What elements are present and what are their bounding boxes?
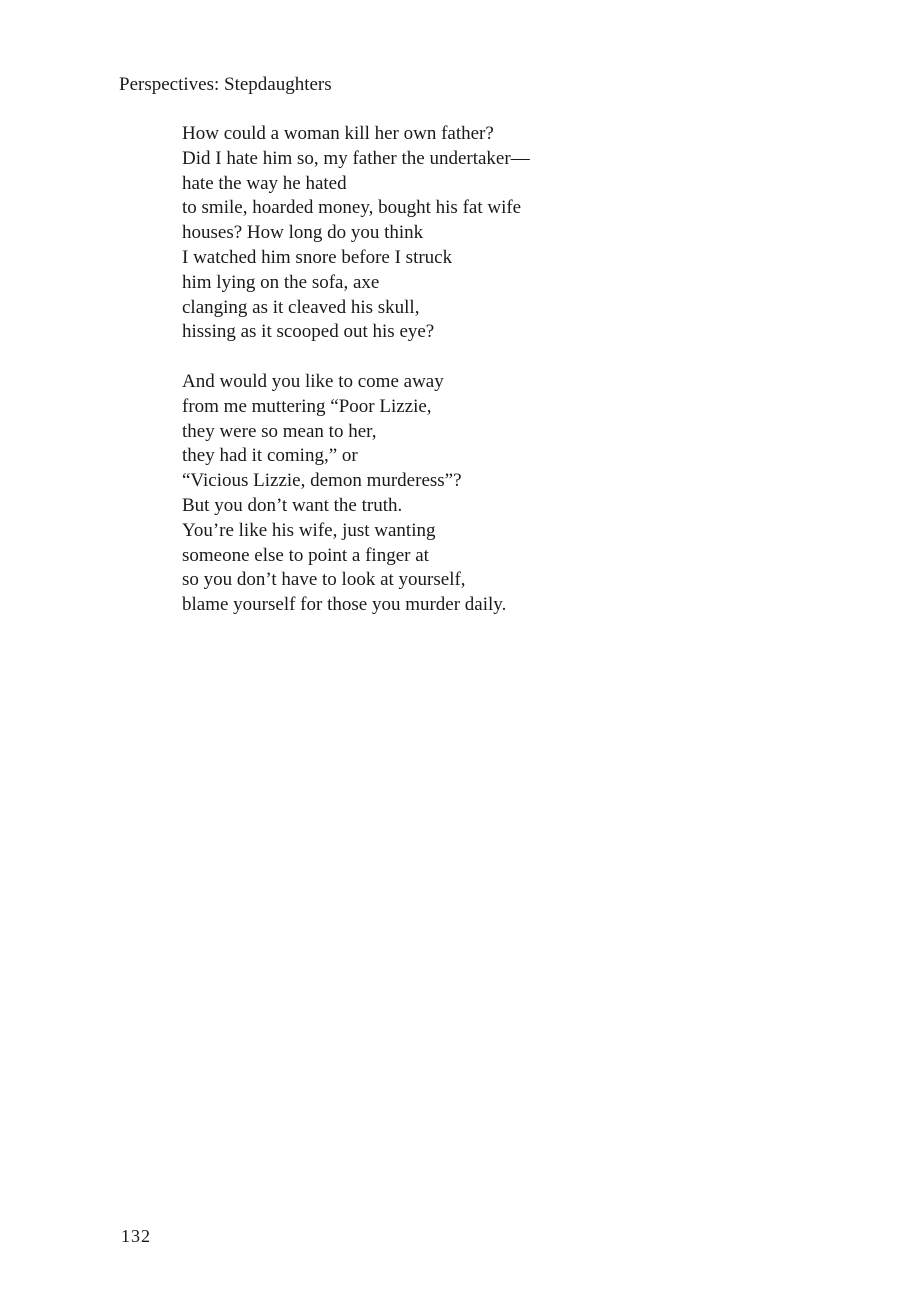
poem-line: so you don’t have to look at yourself, bbox=[182, 569, 466, 591]
poem-line: they were so mean to her, bbox=[182, 420, 377, 442]
poem-line: And would you like to come away bbox=[182, 370, 444, 392]
poem-line: hissing as it scooped out his eye? bbox=[182, 321, 435, 343]
running-head: Perspectives: Stepdaughters bbox=[119, 74, 332, 95]
stanza-2 bbox=[182, 370, 862, 618]
poem-line: “Vicious Lizzie, demon murderess”? bbox=[182, 470, 462, 492]
poem-line: You’re like his wife, just wanting bbox=[182, 519, 436, 541]
poem-line: houses? How long do you think bbox=[182, 222, 424, 244]
poem-line: to smile, hoarded money, bought his fat wife bbox=[182, 197, 522, 219]
poem-line: him lying on the sofa, axe bbox=[182, 271, 380, 293]
poem-line: blame yourself for those you murder daily. bbox=[182, 594, 507, 616]
poem-line: they had it coming,” or bbox=[182, 445, 358, 467]
stanza-1 bbox=[182, 122, 862, 345]
poem bbox=[182, 122, 862, 618]
poem-line: someone else to point a finger at bbox=[182, 544, 429, 566]
poem-line: But you don’t want the truth. bbox=[182, 494, 403, 516]
page-number: 132 bbox=[121, 1226, 151, 1246]
poem-line: hate the way he hated bbox=[182, 172, 347, 194]
poem-line: How could a woman kill her own father? bbox=[182, 123, 494, 144]
poem-line: clanging as it cleaved his skull, bbox=[182, 296, 420, 318]
poem-line: Did I hate him so, my father the undertaker— bbox=[182, 147, 530, 169]
poem-line: from me muttering “Poor Lizzie, bbox=[182, 395, 432, 417]
poem-line: I watched him snore before I struck bbox=[182, 246, 453, 268]
